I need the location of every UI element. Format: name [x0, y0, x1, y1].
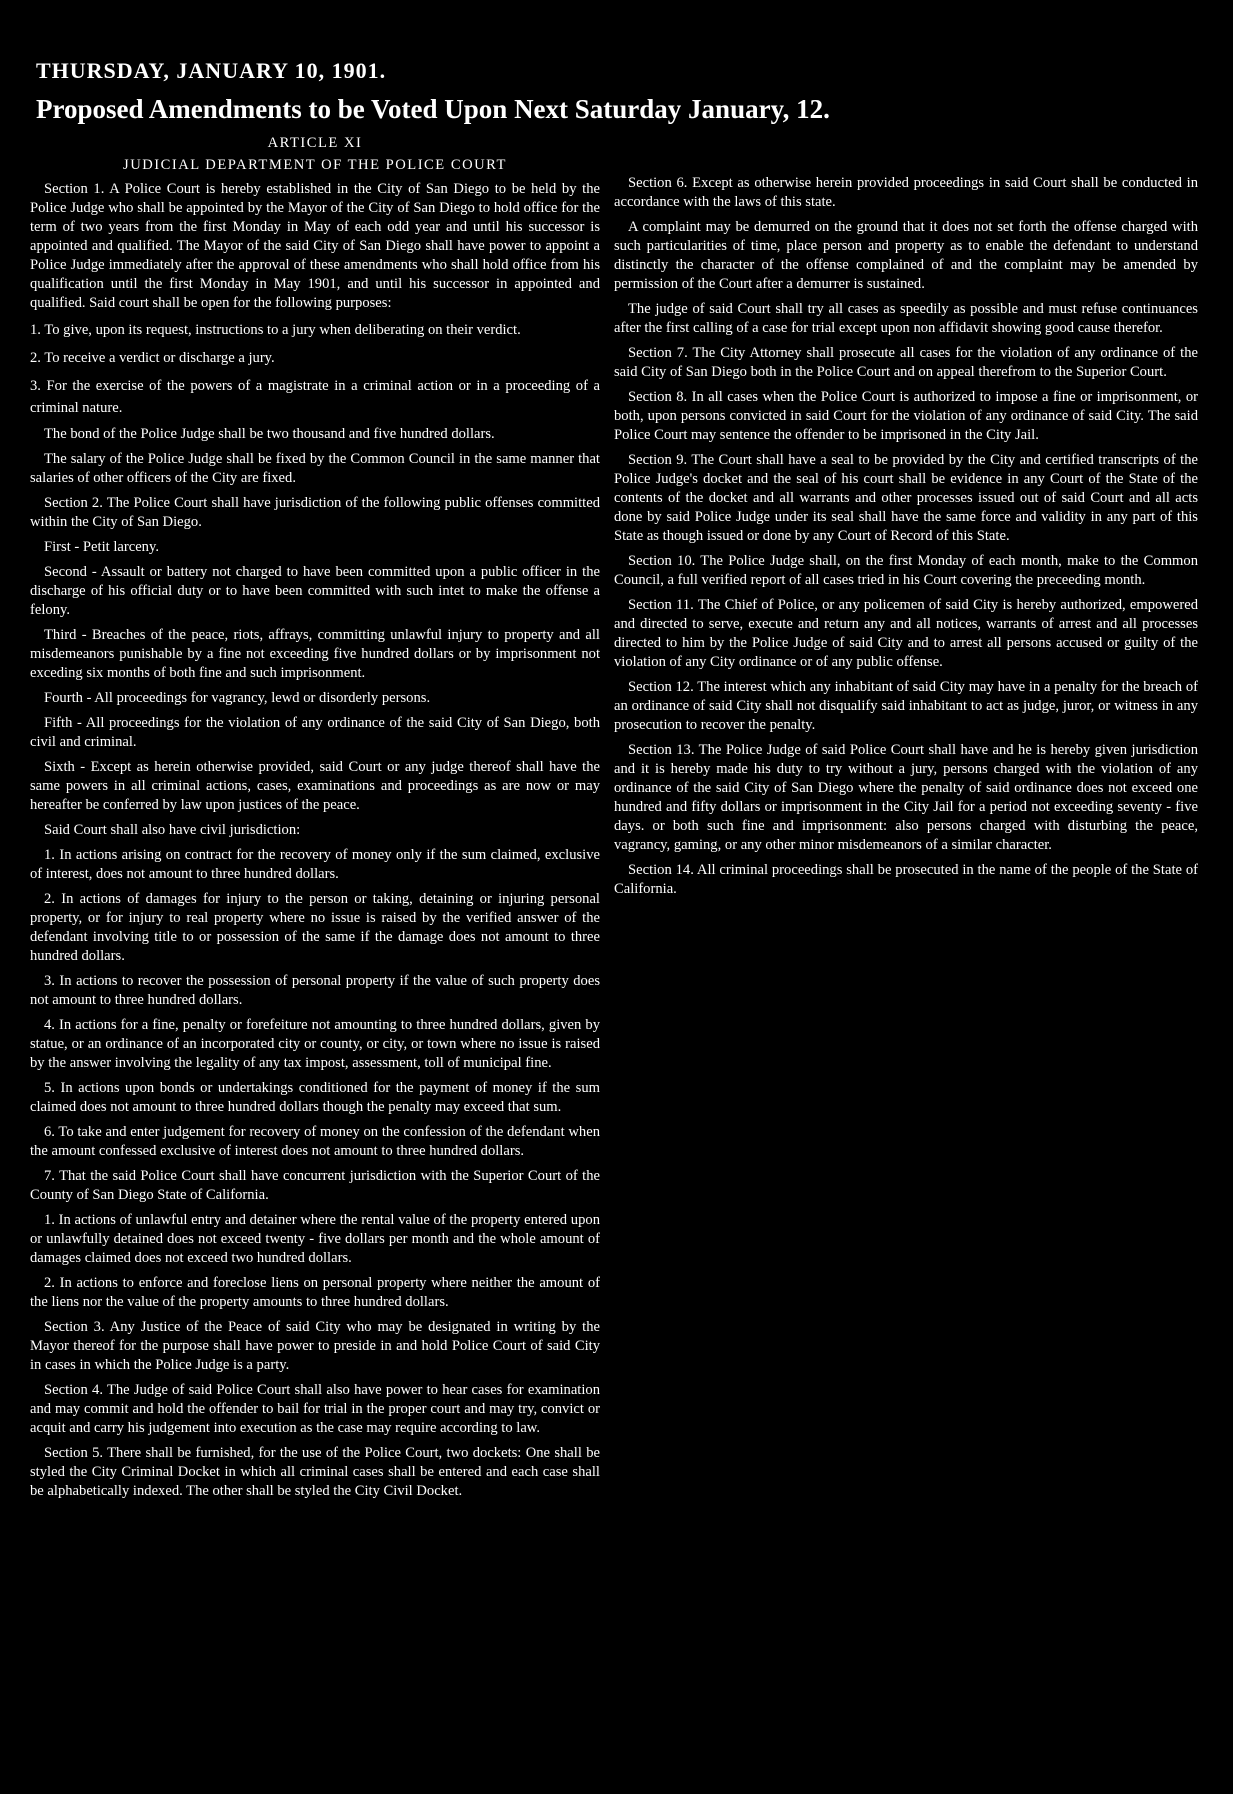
paragraph: First - Petit larceny.: [44, 539, 159, 555]
paragraph: Section 1. A Police Court is hereby established in the City of San Diego to be held by the Police Judge who shall be appointed by the Mayor of the City of San Diego to hold office for the term of two years from the first Monday in May of each odd year and until his successor is appointed and qualified. The Mayor of the said City of San Diego shall have power to appoint a Police Judge immediately after the approval of these amendments who shall hold office from his qualification until the first Monday in May 1901, and until his successor in appointed and qualified. Said court shall be open for the following purposes:: [30, 181, 600, 311]
paragraph: 2. To receive a verdict or discharge a jury.: [30, 350, 275, 366]
paragraph: 7. That the said Police Court shall have concurrent jurisdiction with the Superior Court of the County of San Diego State of California.: [30, 1168, 600, 1203]
paragraph: Said Court shall also have civil jurisdiction:: [44, 822, 301, 838]
paragraph: Third - Breaches of the peace, riots, affrays, committing unlawful injury to property and all misdemeanors punishable by a fine not exceeding five hundred dollars or by imprisonment not exceding six months of both fine and such imprisonment.: [30, 627, 600, 681]
left-body: [30, 180, 600, 1501]
right-body: [614, 174, 1198, 899]
paragraph: The judge of said Court shall try all cases as speedily as possible and must refuse continuances after the first calling of a case for trial except upon non affidavit showing good cause therefor.: [614, 301, 1198, 336]
paragraph: 3. In actions to recover the possession of personal property if the value of such property does not amount to three hundred dollars.: [30, 973, 600, 1008]
paragraph: Second - Assault or battery not charged to have been committed upon a public officer in the discharge of his official duty or to have been committed with such intet to make the offense a felony.: [30, 564, 600, 618]
article-title: ARTICLE XI: [267, 135, 363, 151]
paragraph: Section 5. There shall be furnished, for the use of the Police Court, two dockets: One shall be styled the City Criminal Docket in which all criminal cases shall be entered and each case shall be alphabetically indexed. The other shall be styled the City Civil Docket.: [30, 1445, 600, 1499]
paragraph: Section 10. The Police Judge shall, on the first Monday of each month, make to the Common Council, a full verified report of all cases tried in his Court covering the preceeding month.: [614, 553, 1198, 588]
paragraph: 1. To give, upon its request, instructions to a jury when deliberating on their verdict.: [30, 322, 521, 338]
dateline: THURSDAY, JANUARY 10, 1901.: [36, 58, 387, 83]
paragraph: The bond of the Police Judge shall be two thousand and five hundred dollars.: [44, 426, 495, 442]
paragraph: Section 8. In all cases when the Police Court is authorized to impose a fine or imprisonment, or both, upon persons convicted in said Court for the violation of any ordinance of said City. The said Police Court may sentence the offender to be imprisoned in the City Jail.: [614, 389, 1198, 443]
paragraph: A complaint may be demurred on the ground that it does not set forth the offense charged with such particularities of time, place person and property as to enable the defendant to understand distinctly the character of the offense complained of and the complaint may be amended by permission of the Court after a demurrer is sustained.: [614, 219, 1198, 292]
paragraph: Section 11. The Chief of Police, or any policemen of said City is hereby authorized, empowered and directed to serve, execute and return any and all notices, warrants of arrest and all processes directed to him by the Police Judge of said City and to arrest all persons accused or guilty of the violation of any City ordinance or of any public offense.: [614, 597, 1198, 670]
paragraph: Section 4. The Judge of said Police Court shall also have power to hear cases for examination and may commit and hold the offender to bail for trial in the proper court and may try, convict or acquit and carry his judgement into execution as the case may require according to law.: [30, 1382, 600, 1436]
paragraph: Fourth - All proceedings for vagrancy, lewd or disorderly persons.: [44, 690, 431, 706]
paragraph: 6. To take and enter judgement for recovery of money on the confession of the defendant when the amount confessed exclusive of interest does not amount to three hundred dollars.: [30, 1124, 600, 1159]
paragraph: Section 14. All criminal proceedings shall be prosecuted in the name of the people of the State of California.: [614, 862, 1198, 897]
paragraph: Section 7. The City Attorney shall prosecute all cases for the violation of any ordinance of the said City of San Diego both in the Police Court and on appeal therefrom to the Superior Court.: [614, 345, 1198, 380]
right-column: [614, 174, 1198, 905]
paragraph: Section 9. The Court shall have a seal to be provided by the City and certified transcripts of the Police Judge's docket and the seal of his court shall be evidence in any Court of the State of the contents of the docket and all warrants and other processes issued out of said Court and all acts done by said Police Judge under its seal shall have the same force and validity in any part of this State as though issued or done by any Court of Record of this State.: [614, 452, 1198, 544]
paragraph: Section 13. The Police Judge of said Police Court shall have and he is hereby given jurisdiction and it is hereby made his duty to try without a jury, persons charged with the violation of any ordinance of the said City of San Diego where the penalty of said ordinance does not exceed one hundred and fifty dollars or imprisonment in the City Jail for a period not exceeding seventy - five days. or both such fine and imprisonment: also persons charged with disturbing the peace, vagrancy, gaming, or any other minor misdemeanors of a similar character.: [614, 742, 1198, 853]
paragraph: Sixth - Except as herein otherwise provided, said Court or any judge thereof shall have the same powers in all criminal actions, cases, examinations and proceedings as are now or may hereafter be conferred by law upon justices of the peace.: [30, 759, 600, 813]
paragraph: Fifth - All proceedings for the violation of any ordinance of the said City of San Diego, both civil and criminal.: [30, 715, 600, 750]
paragraph: 2. In actions of damages for injury to the person or taking, detaining or injuring personal property, or for injury to real property where no issue is raised by the verified answer of the defendant involving title to or possession of the same if the damage does not amount to three hundred dollars.: [30, 891, 600, 964]
paragraph: Section 2. The Police Court shall have jurisdiction of the following public offenses committed within the City of San Diego.: [30, 495, 600, 530]
paragraph: 2. In actions to enforce and foreclose liens on personal property where neither the amount of the liens nor the value of the property amounts to three hundred dollars.: [30, 1275, 600, 1310]
paragraph: Section 3. Any Justice of the Peace of said City who may be designated in writing by the Mayor thereof for the purpose shall have power to preside in and hold Police Court of said City in cases in which the Police Judge is a party.: [30, 1319, 600, 1373]
paragraph: Section 6. Except as otherwise herein provided proceedings in said Court shall be conducted in accordance with the laws of this state.: [614, 175, 1198, 210]
paragraph: 1. In actions arising on contract for the recovery of money only if the sum claimed, exclusive of interest, does not amount to three hundred dollars.: [30, 847, 600, 882]
paragraph: Section 12. The interest which any inhabitant of said City may have in a penalty for the breach of an ordinance of said City shall not disqualify said inhabitant to act as judge, juror, or witness in any prosecution to recover the penalty.: [614, 679, 1198, 733]
paragraph: 3. For the exercise of the powers of a magistrate in a criminal action or in a proceeding of a criminal nature.: [30, 378, 600, 416]
paragraph: The salary of the Police Judge shall be fixed by the Common Council in the same manner that salaries of other officers of the City are fixed.: [30, 451, 600, 486]
department-title: JUDICIAL DEPARTMENT OF THE POLICE COURT: [123, 157, 507, 173]
paragraph: 1. In actions of unlawful entry and detainer where the rental value of the property entered upon or unlawfully detained does not exceed twenty - five dollars per month and the whole amount of damages claimed does not exceed two hundred dollars.: [30, 1212, 600, 1266]
left-column: [30, 132, 600, 1507]
headline: Proposed Amendments to be Voted Upon Next Saturday January, 12.: [36, 94, 830, 124]
paragraph: 4. In actions for a fine, penalty or forefeiture not amounting to three hundred dollars, given by statue, or an ordinance of an incorporated city or county, or city, or town where no issue is raised by the answer involving the legality of any tax impost, assessment, toll of municipal fine.: [30, 1017, 600, 1071]
paragraph: 5. In actions upon bonds or undertakings conditioned for the payment of money if the sum claimed does not amount to three hundred dollars though the penalty may exceed that sum.: [30, 1080, 600, 1115]
